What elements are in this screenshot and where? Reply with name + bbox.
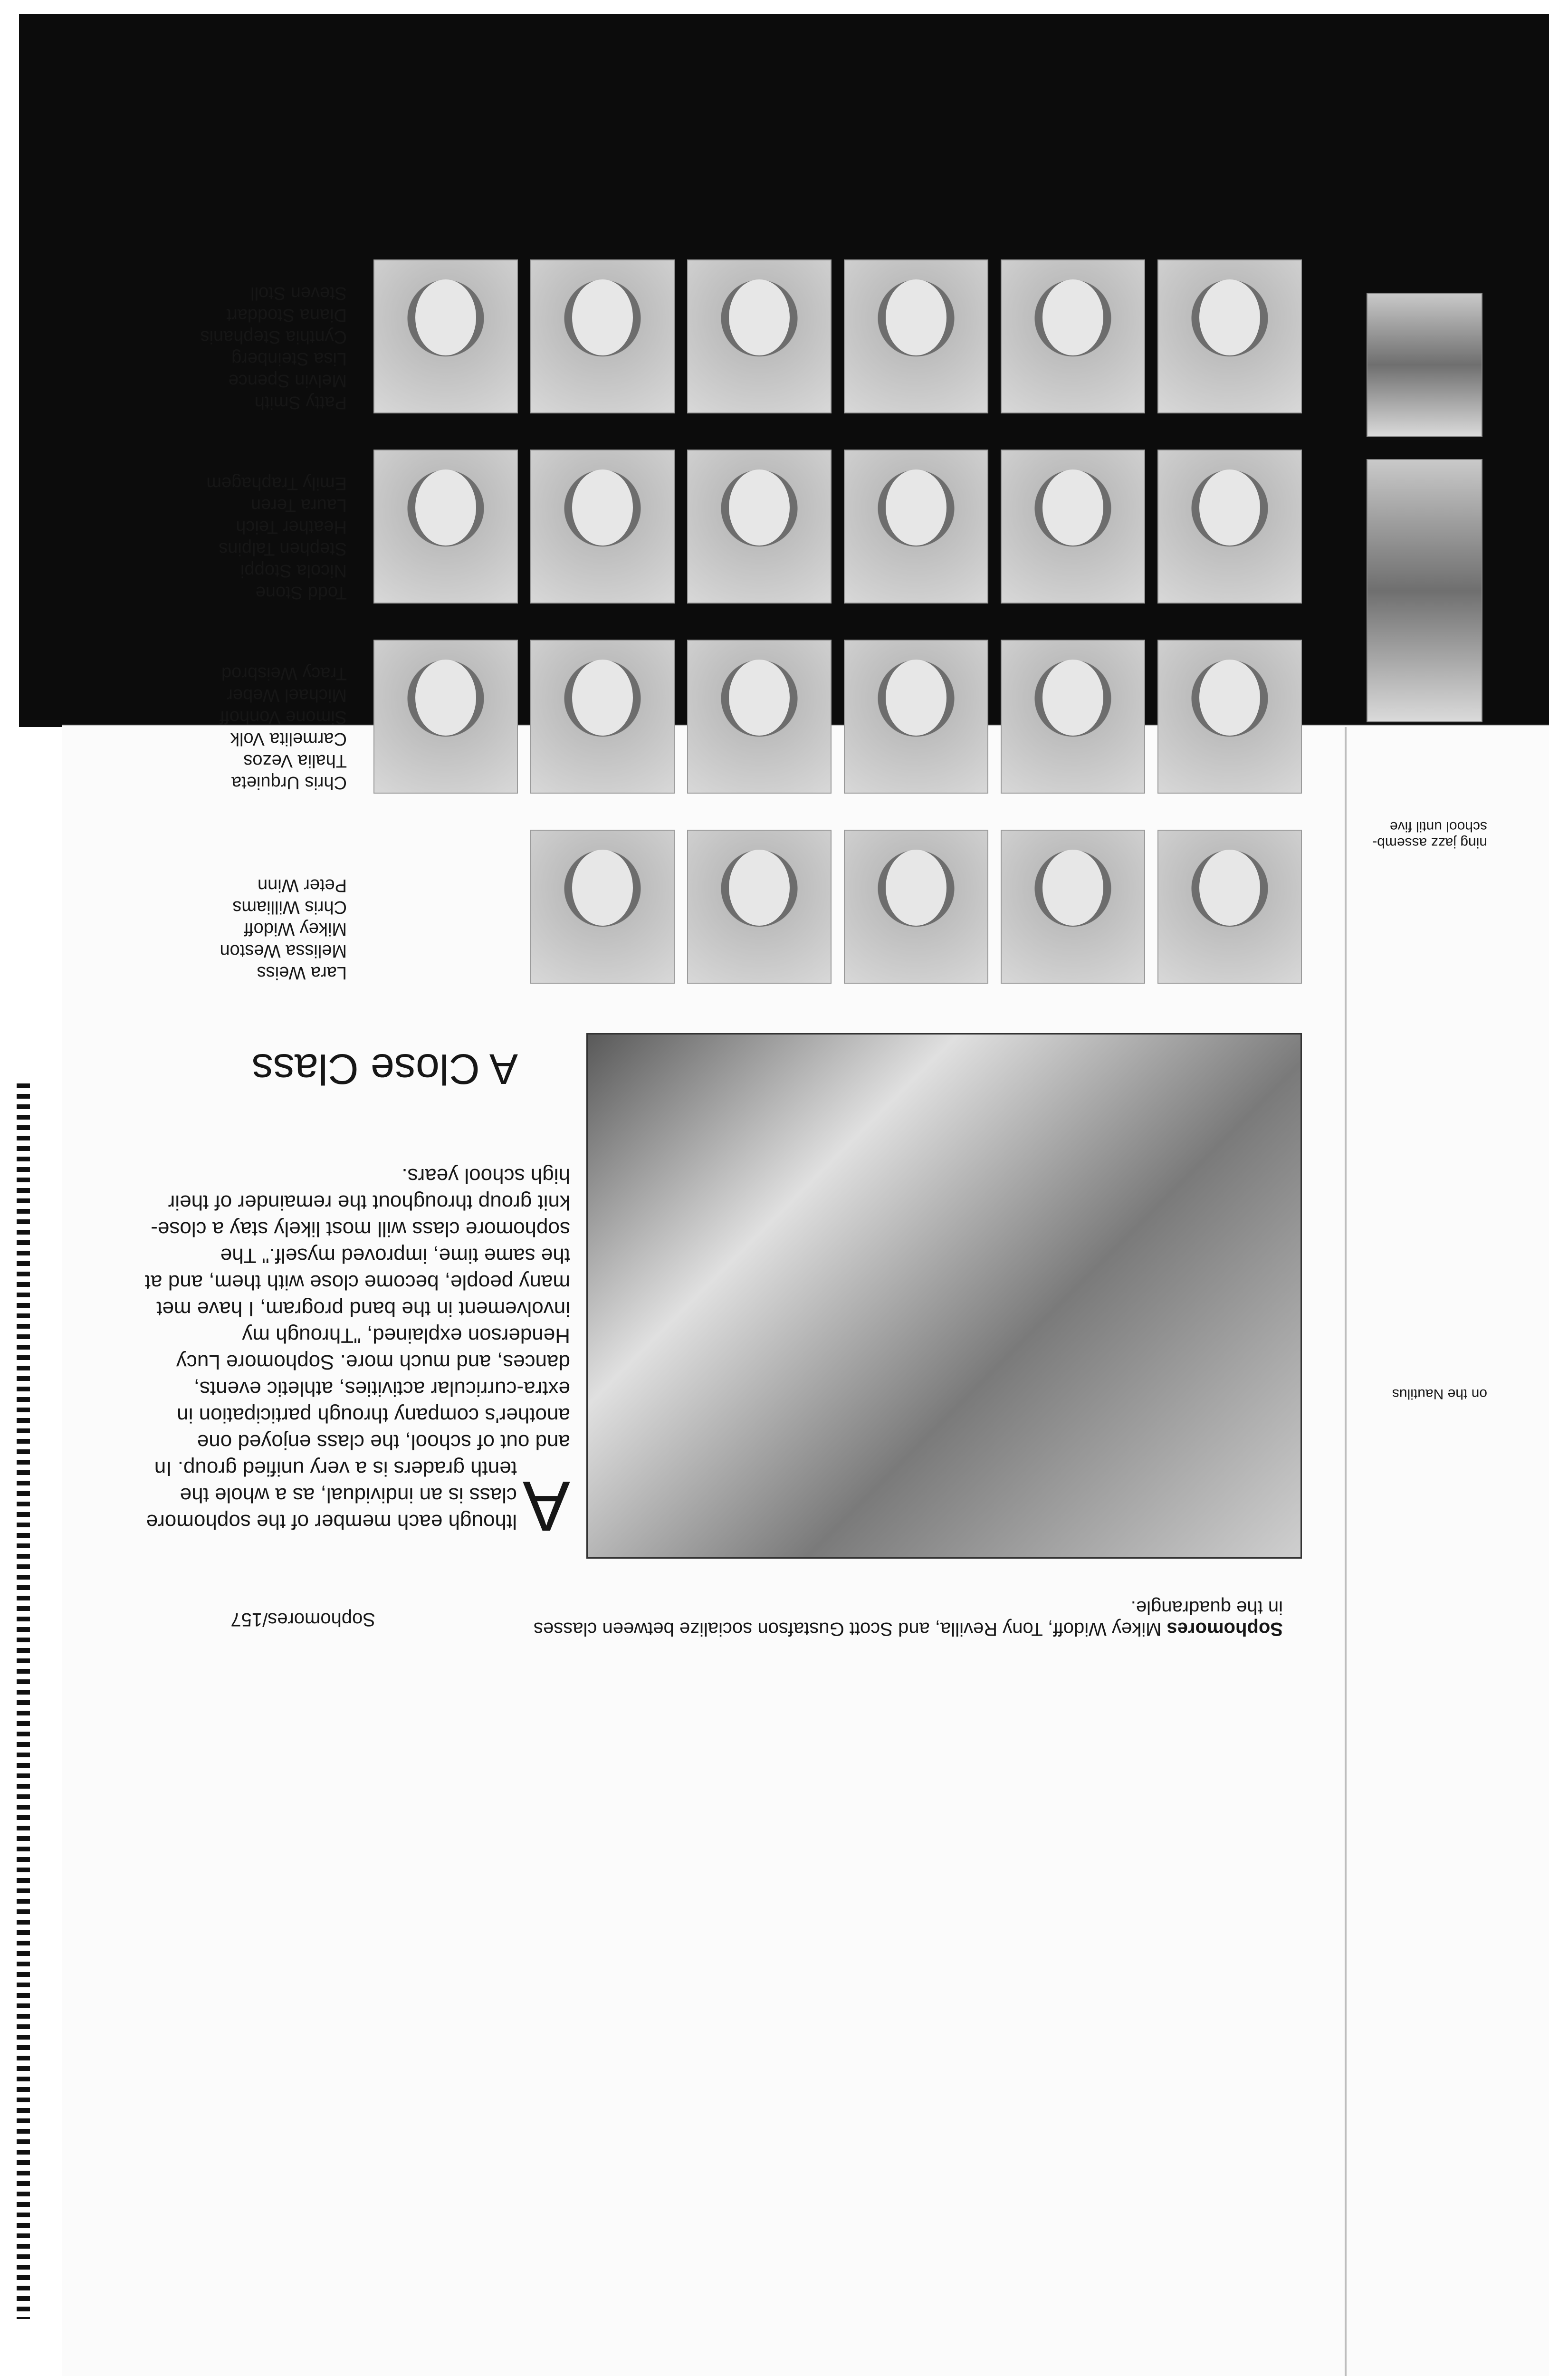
portrait-photo bbox=[530, 640, 675, 794]
portrait-photo bbox=[530, 830, 675, 984]
portrait-photo bbox=[844, 450, 988, 604]
portrait-photo bbox=[1157, 259, 1302, 413]
facing-page-caption-3: on the Nautilus bbox=[1392, 1386, 1487, 1402]
portrait-photo bbox=[1001, 640, 1145, 794]
body-text: lthough each member of the sophomore class is an individual, as a whole the tenth graders is a very unified group. In and out of school, the class enjoyed one another's company through participation in extra-curricular activities, athletic events, dances, and much more. Sophomore Lucy Henderson explained, "Through my involvement in the band program, I have met many people, become close with them, and at the same time, improved myself." The sophomore class will most likely stay a close-knit group throughout the remainder of their high school years. bbox=[144, 1164, 570, 1533]
portrait-grid bbox=[565, 242, 1302, 984]
name-column: Lara Weiss Melissa Weston Mikey Widoff Chris Williams Peter Winn bbox=[220, 875, 347, 983]
portrait-photo bbox=[1157, 640, 1302, 794]
caption-body: Mikey Widoff, Tony Revilla, and Scott Gustafson socialize between classes in the quadrangle. bbox=[534, 1597, 1283, 1639]
body-copy bbox=[143, 1162, 570, 1546]
portrait-photo bbox=[1157, 450, 1302, 604]
portrait-photo bbox=[1001, 450, 1145, 604]
portrait-photo bbox=[844, 830, 988, 984]
portrait-photo bbox=[373, 450, 518, 604]
sophomores-page-content bbox=[86, 48, 1302, 1639]
portrait-photo bbox=[1157, 830, 1302, 984]
sophomores-group-photo bbox=[586, 1033, 1302, 1559]
caption-bold: Sophomores bbox=[1166, 1619, 1283, 1639]
photo-caption bbox=[523, 1597, 1283, 1639]
name-column: Todd Stone Nicola Stoppi Stephen Talpins Heather Teich Laura Teren Emily Traphagem bbox=[206, 473, 347, 603]
portrait-photo bbox=[687, 450, 832, 604]
facing-page-portrait bbox=[1367, 293, 1482, 437]
portrait-photo bbox=[844, 259, 988, 413]
facing-page-photo bbox=[1367, 459, 1482, 722]
portrait-photo bbox=[1001, 259, 1145, 413]
caption-line: school until five bbox=[1389, 819, 1487, 834]
portrait-photo bbox=[687, 640, 832, 794]
portrait-photo bbox=[687, 830, 832, 984]
portrait-photo bbox=[687, 259, 832, 413]
portrait-photo bbox=[844, 640, 988, 794]
portrait-photo bbox=[530, 259, 675, 413]
page-folio: Sophomores/157 bbox=[230, 1609, 375, 1630]
drop-cap: A bbox=[522, 1466, 570, 1546]
headline: A Close Class bbox=[251, 1045, 518, 1092]
name-column: Patty Smith Melvin Spence Lisa Steinberg Cynthia Stephanis Diana Stoddart Steven Stoll bbox=[200, 283, 347, 412]
name-column: Chris Urquieta Thalia Vezos Carmelita Volk Simone Vonhoff Michael Weber Tracy Weisbrod bbox=[220, 663, 347, 793]
portrait-photo bbox=[1001, 830, 1145, 984]
portrait-photo bbox=[373, 259, 518, 413]
portrait-photo bbox=[373, 640, 518, 794]
facing-page-caption bbox=[1297, 818, 1487, 851]
portrait-photo bbox=[530, 450, 675, 604]
caption-line: ning jazz assemb- bbox=[1372, 835, 1487, 851]
